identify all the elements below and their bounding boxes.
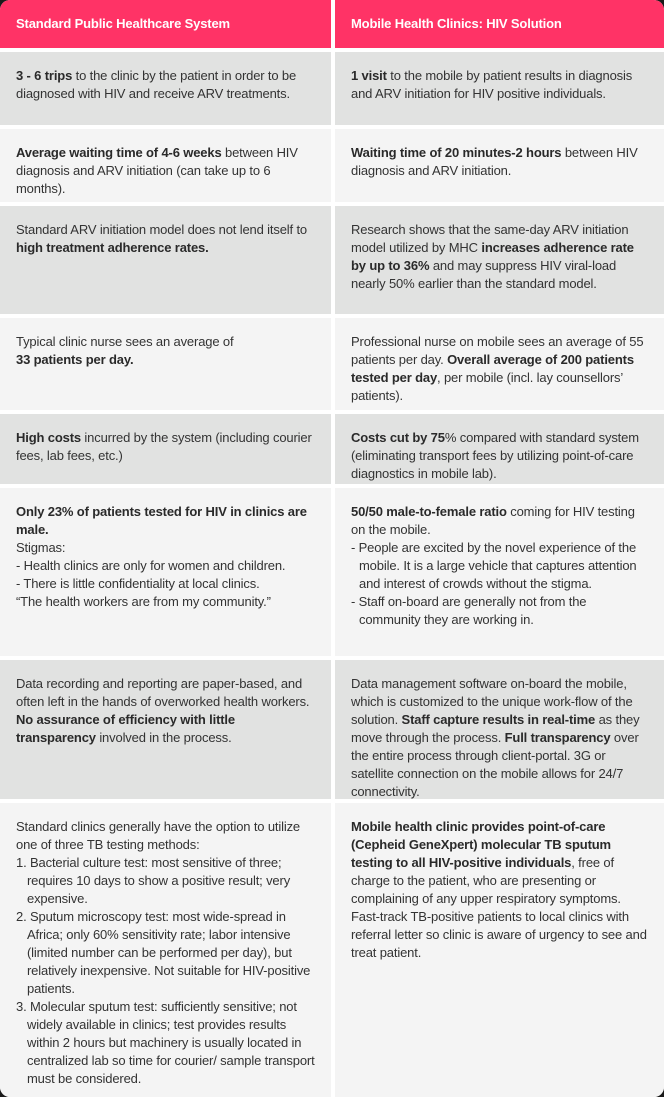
cell-standard [0,318,331,410]
body-text: % compared with standard system (eliminating transport fees by utilizing point-of-care diagnostics in mobile lab). [351,430,639,481]
body-text: and may suppress HIV viral-load nearly 50% earlier than the standard model. [351,258,617,291]
bold-text: No assurance of efficiency with little transparency [16,712,235,745]
body-text: over the entire process through client-portal. 3G or satellite connection on the mobile allows for 24/7 connectivity. [351,730,639,799]
table-header [0,0,664,48]
cell-standard [0,206,331,314]
bold-text: 3 - 6 trips [16,68,73,83]
body-text: Standard clinics generally have the option to utilize one of three TB testing methods: [16,819,301,852]
body-text: to the mobile by patient results in diagnosis and ARV initiation for HIV positive individuals. [351,68,633,101]
body-text: Typical clinic nurse sees an average of [16,334,234,349]
body-text: , free of charge to the patient, who are presenting or complaining of any upper respiratory symptoms. Fast-track TB-positive patients to local clinics with referral letter so clinic is aware of urgency to see and treat patient. [351,855,647,960]
header-right-label: Mobile Health Clinics: HIV Solution [351,16,562,31]
bold-text: 1 visit [351,68,387,83]
bold-text: Waiting time of 20 minutes-2 hours [351,145,562,160]
cell-mobile [335,318,664,410]
bold-text: high treatment adherence rates. [16,240,209,255]
cell-standard [0,129,331,202]
cell-standard [0,488,331,656]
bold-text: Staff capture results in real-time [401,712,596,727]
cell-standard [0,660,331,799]
bold-text: Overall average of 200 patients tested per day [351,352,634,385]
bold-text: Only 23% of patients tested for HIV in clinics are male. [16,504,307,537]
bold-text: Costs cut by 75 [351,430,445,445]
bold-text: High costs [16,430,81,445]
bold-text: 50/50 male-to-female ratio [351,504,507,519]
cell-mobile [335,488,664,656]
body-text: Data recording and reporting are paper-based, and often left in the hands of overworked health workers. [16,676,310,709]
cell-mobile [335,206,664,314]
body-text: coming for HIV testing on the mobile. [351,504,635,537]
cell-mobile [335,414,664,484]
cell-standard [0,52,331,125]
header-mobile-clinics [335,0,664,48]
bold-text: Average waiting time of 4-6 weeks [16,145,222,160]
bold-text: Mobile health clinic provides point-of-care (Cepheid GeneXpert) molecular TB sputum testing to all HIV-positive individuals [351,819,611,870]
body-text: involved in the process. [95,730,232,745]
table-row-visits [0,52,664,125]
body-text: incurred by the system (including courier fees, lab fees, etc.) [16,430,312,463]
body-text: Standard ARV initiation model does not lend itself to [16,222,307,237]
body-text: Data management software on-board the mobile, which is customized to the unique work-flow of the solution. [351,676,633,727]
cell-mobile [335,129,664,202]
body-text: between HIV diagnosis and ARV initiation. [351,145,638,178]
bold-text: Full transparency [504,730,611,745]
bullet-item: - There is little confidentiality at local clinics. [16,576,260,591]
table-row-costs [0,414,664,484]
cell-standard [0,414,331,484]
stigmas-label: Stigmas: [16,540,66,555]
table-row-tb-testing [0,803,664,1097]
cell-mobile [335,803,664,1097]
bullet-item: - Health clinics are only for women and children. [16,558,286,573]
body-text: , per mobile (incl. lay counsellors’ patients). [351,370,623,403]
cell-mobile [335,660,664,799]
body-text: to the clinic by the patient in order to be diagnosed with HIV and receive ARV treatments. [16,68,297,101]
list-item: 2. Sputum microscopy test: most wide-spread in Africa; only 60% sensitivity rate; labor intensive (limited number can be performed per day), but relatively inexpensive. Not suitable for HIV-positive patients. [16,909,311,996]
body-text: Professional nurse on mobile sees an average of 55 patients per day. [351,334,644,367]
quote-text: “The health workers are from my community.” [16,594,271,609]
table-row-patients-per-day [0,318,664,410]
cell-mobile [335,52,664,125]
bullet-item: - People are excited by the novel experience of the mobile. It is a large vehicle that captures attention and interest of crowds without the stigma. [351,540,637,591]
list-item: 1. Bacterial culture test: most sensitive of three; requires 10 days to show a positive result; very expensive. [16,855,291,906]
cell-standard [0,803,331,1097]
table-row-data-management [0,660,664,799]
bold-text: increases adherence rate by up to 36% [351,240,634,273]
bullet-item: - Staff on-board are generally not from the community they are working in. [351,594,587,627]
header-standard-system [0,0,331,48]
list-item: 3. Molecular sputum test: sufficiently sensitive; not widely available in clinics; test provides results within 2 hours but machinery is usually located in centralized lab so time for courier/ sample transport must be considered. [16,999,315,1086]
body-text: Research shows that the same-day ARV initiation model utilized by MHC [351,222,629,255]
bold-text: 33 patients per day. [16,352,134,367]
table-row-gender-stigma [0,488,664,656]
table-row-adherence [0,206,664,314]
header-left-label: Standard Public Healthcare System [16,16,230,31]
body-text: as they move through the process. [351,712,640,745]
table-row-waiting-time [0,129,664,202]
body-text: between HIV diagnosis and ARV initiation (can take up to 6 months). [16,145,298,196]
